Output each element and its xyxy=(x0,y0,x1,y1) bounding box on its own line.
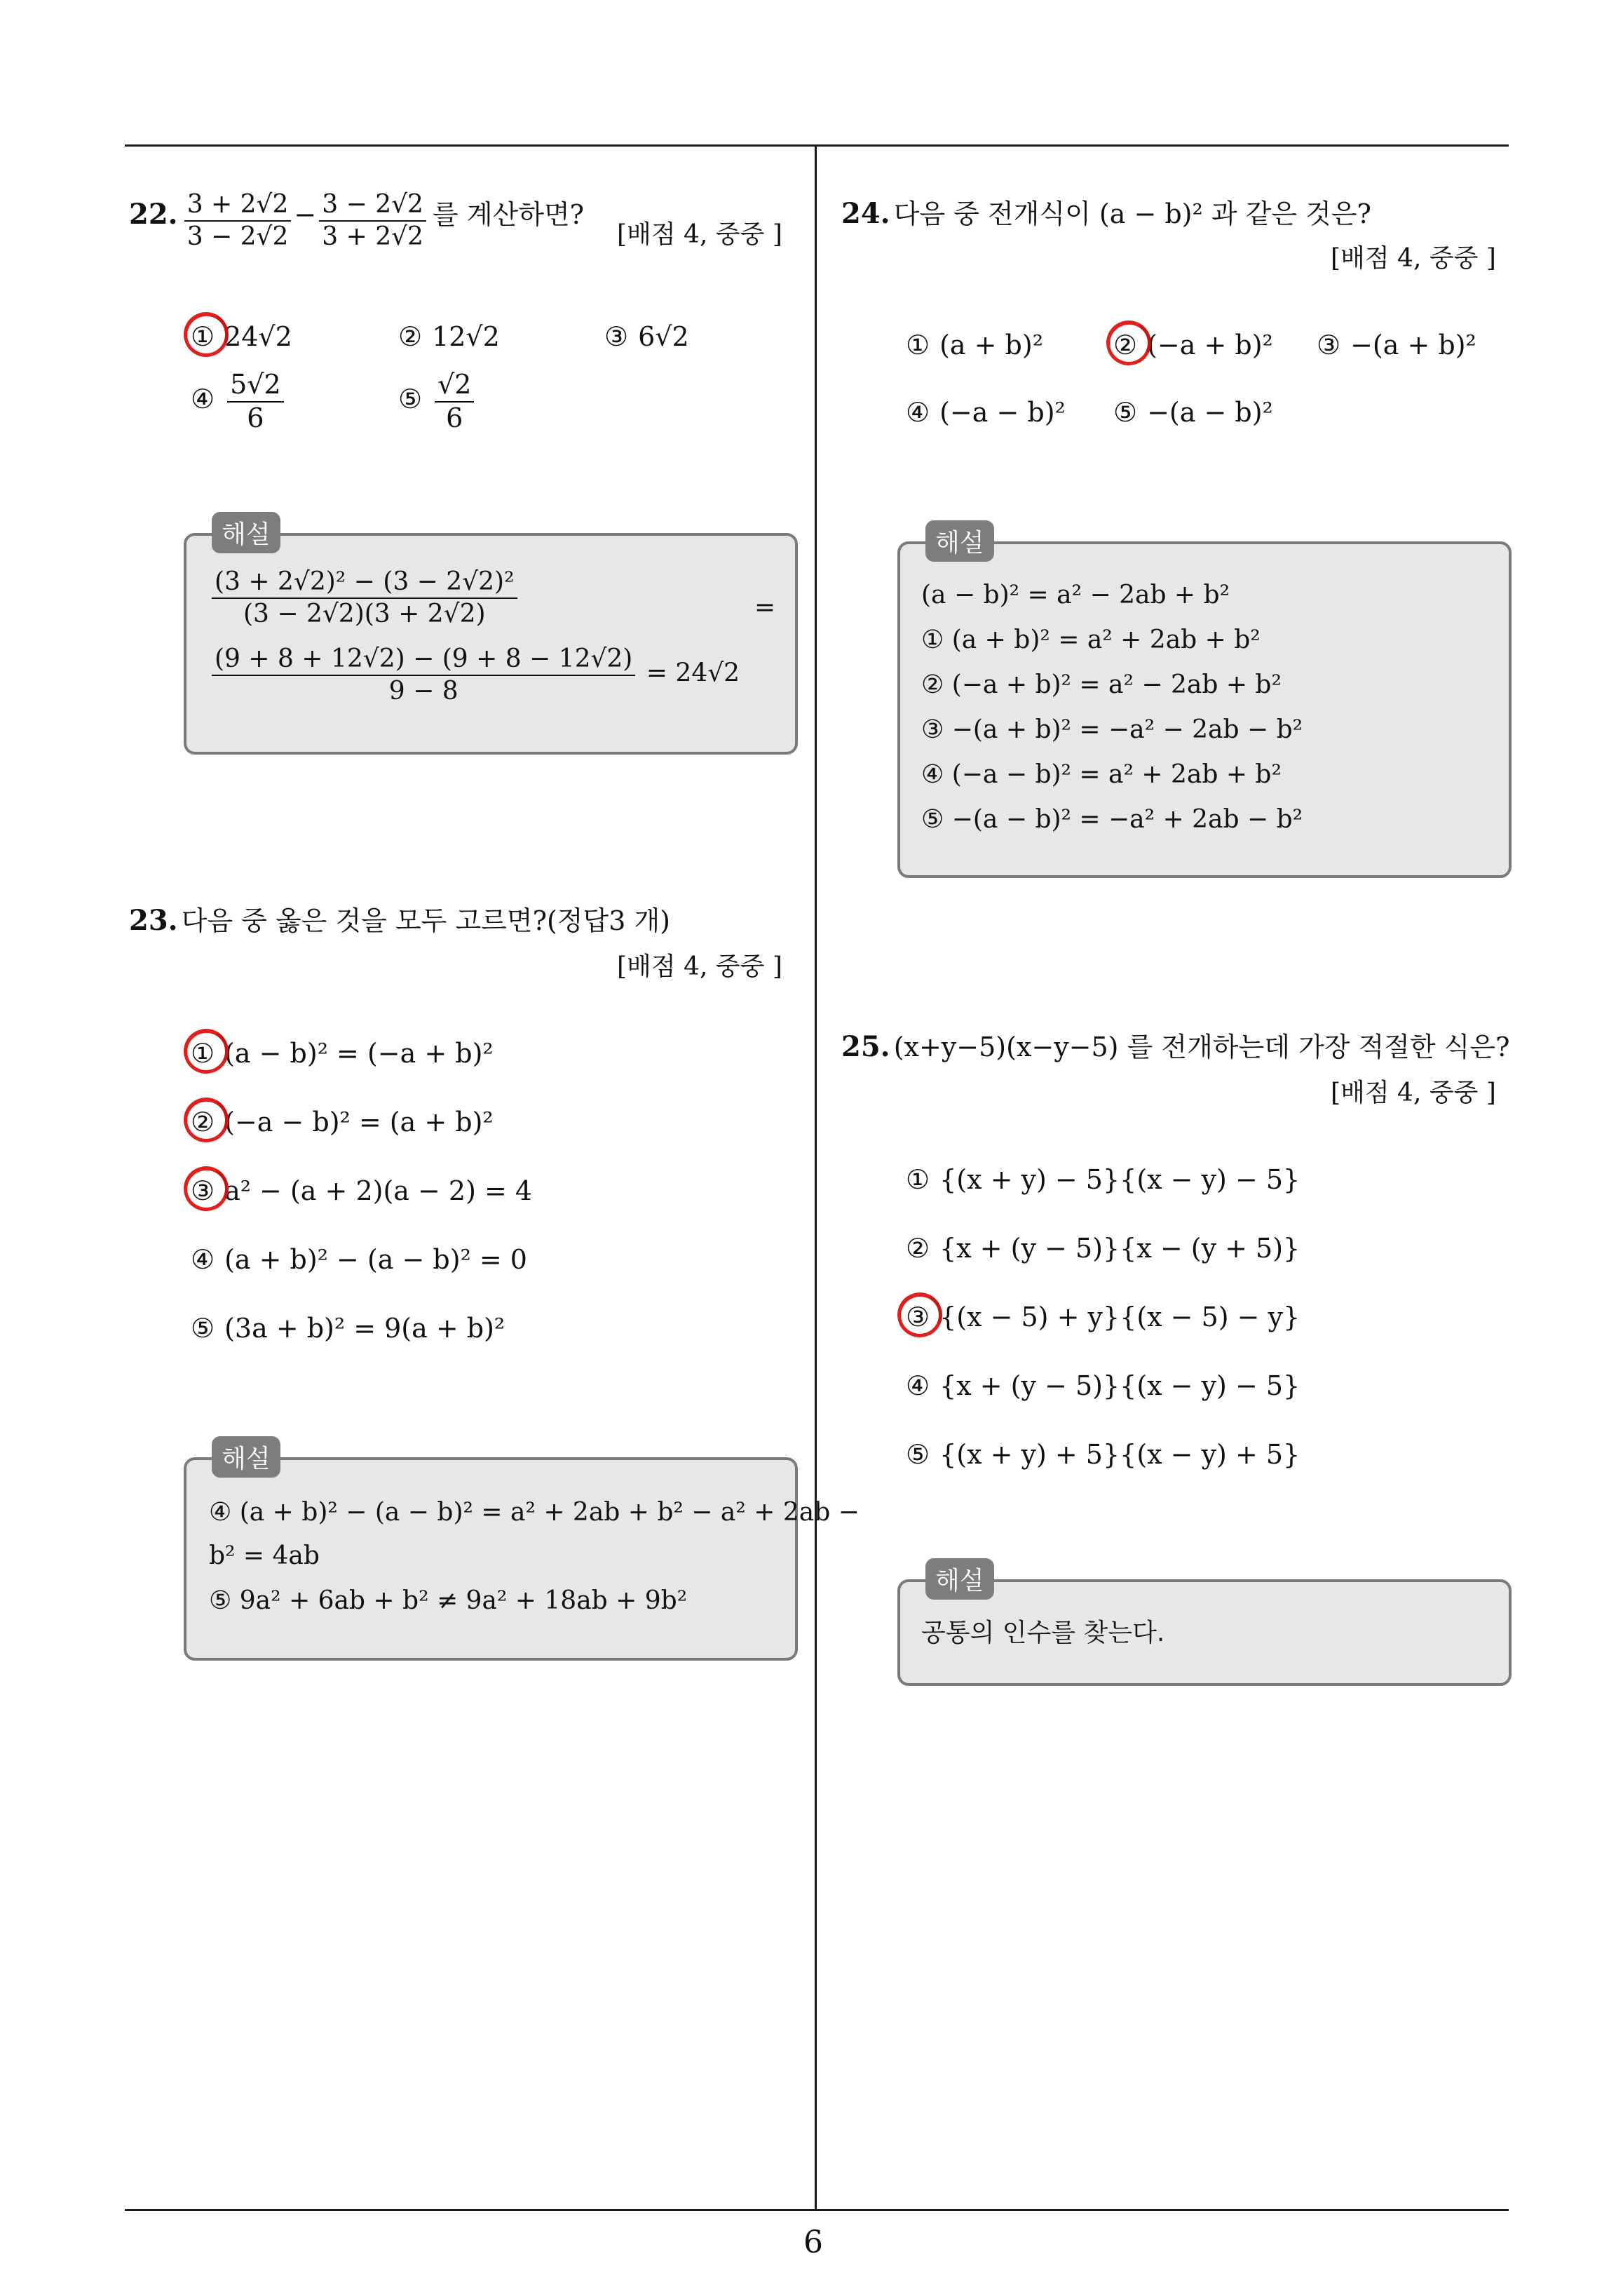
option-1[interactable]: ① (a − b)² = (−a + b)² xyxy=(191,1038,494,1069)
fraction-2: $\frac{3 - 2√2}{3 + 2√2}$ xyxy=(319,191,426,250)
question-number: 24. xyxy=(841,197,890,230)
option-5[interactable]: ⑤ {(x + y) + 5}{(x − y) + 5} xyxy=(906,1439,1301,1470)
solution-tag: 해설 xyxy=(925,1558,994,1600)
answer-mark xyxy=(178,1023,235,1080)
question-number: 22. xyxy=(129,198,178,231)
solution-line: $\frac{\text{(3 + 2√2)² − (3 − 2√2)²}}{(3 - 2√2)(3 + 2√2)}$ xyxy=(209,568,520,628)
solution-line: ④ (a + b)² − (a − b)² = a² + 2ab + b² − a² + 2ab − xyxy=(209,1498,860,1527)
answer-mark xyxy=(178,1092,235,1149)
fraction-1: $\frac{3 + 2√2}{3 - 2√2}$ xyxy=(184,191,292,250)
question-24-meta: [배점 4, 중중 ] xyxy=(1331,244,1496,273)
answer-mark xyxy=(178,306,235,363)
option-5[interactable]: ⑤ −(a − b)² xyxy=(1113,397,1273,428)
solution-line: ⑤ 9a² + 6ab + b² ≠ 9a² + 18ab + 9b² xyxy=(209,1586,688,1615)
solution-equals: = xyxy=(754,593,776,622)
solution-box xyxy=(184,533,798,755)
question-23 xyxy=(129,899,670,938)
question-number: 25. xyxy=(841,1030,890,1063)
option-2[interactable]: ② {x + (y − 5)}{x − (y + 5)} xyxy=(906,1233,1301,1264)
answer-mark xyxy=(892,1287,949,1344)
question-25 xyxy=(841,1025,1509,1064)
question-24 xyxy=(841,192,1371,231)
solution-line: ③ −(a + b)² = −a² − 2ab − b² xyxy=(921,715,1303,744)
option-4[interactable]: ④ {x + (y − 5)}{(x − y) − 5} xyxy=(906,1370,1301,1401)
option-2[interactable]: ② (−a − b)² = (a + b)² xyxy=(191,1107,494,1137)
option-1[interactable]: ① (a + b)² xyxy=(906,330,1043,360)
solution-line: ⑤ −(a − b)² = −a² + 2ab − b² xyxy=(921,805,1303,834)
solution-tag: 해설 xyxy=(212,512,280,553)
bottom-rule xyxy=(125,2209,1509,2211)
question-22-meta: [배점 4, 중중 ] xyxy=(617,220,782,249)
column-divider xyxy=(815,144,817,2210)
answer-mark xyxy=(178,1161,235,1217)
solution-tag: 해설 xyxy=(925,520,994,562)
option-3[interactable]: ③ −(a + b)² xyxy=(1317,330,1476,360)
question-text: 를 계산하면? xyxy=(433,199,585,231)
option-3[interactable]: ③ 6√2 xyxy=(604,321,689,352)
question-22: 22. $\frac{3 + 2√2}{3 - 2√2}$ − $\frac{3 - 2√2}{3 + 2√2}$ 를 계산하면? xyxy=(129,190,585,251)
solution-line: 공통의 인수를 찾는다. xyxy=(921,1619,1165,1647)
option-3[interactable]: ③ a² − (a + 2)(a − 2) = 4 xyxy=(191,1175,533,1206)
option-2[interactable]: ② 12√2 xyxy=(398,321,500,352)
option-4[interactable]: ④ (−a − b)² xyxy=(906,397,1066,428)
option-5[interactable]: ⑤ $\frac{√2}{6}$ xyxy=(398,370,477,433)
option-1[interactable]: ① 24√2 xyxy=(191,321,292,352)
question-number: 23. xyxy=(129,904,178,937)
solution-line: ① (a + b)² = a² + 2ab + b² xyxy=(921,626,1261,654)
answer-mark xyxy=(1101,315,1157,372)
solution-line: (a − b)² = a² − 2ab + b² xyxy=(921,581,1230,609)
solution-line: $\frac{(9 + 8 + 12√2) - (9 + 8 - 12√2)}{9 - 8}$ = 24√2 xyxy=(209,645,740,705)
option-1[interactable]: ① {(x + y) − 5}{(x − y) − 5} xyxy=(906,1164,1301,1195)
top-rule xyxy=(125,144,1509,147)
solution-tag: 해설 xyxy=(212,1436,280,1478)
question-text: 다음 중 전개식이 (a − b)² 과 같은 것은? xyxy=(893,198,1371,229)
question-text: 다음 중 옳은 것을 모두 고르면?(정답3 개) xyxy=(181,905,670,936)
question-25-meta: [배점 4, 중중 ] xyxy=(1331,1079,1496,1107)
option-2[interactable]: ② (−a + b)² xyxy=(1113,330,1273,360)
option-3[interactable]: ③ {(x − 5) + y}{(x − 5) − y} xyxy=(906,1302,1301,1332)
option-4[interactable]: ④ (a + b)² − (a − b)² = 0 xyxy=(191,1244,527,1275)
question-text: (x+y−5)(x−y−5) 를 전개하는데 가장 적절한 식은? xyxy=(893,1032,1510,1062)
option-4[interactable]: ④ $\frac{5√2}{6}$ xyxy=(191,370,287,433)
solution-line: ② (−a + b)² = a² − 2ab + b² xyxy=(921,670,1282,699)
solution-line: ④ (−a − b)² = a² + 2ab + b² xyxy=(921,760,1282,789)
solution-line: b² = 4ab xyxy=(209,1541,320,1570)
option-5[interactable]: ⑤ (3a + b)² = 9(a + b)² xyxy=(191,1313,505,1344)
page-number: 6 xyxy=(803,2224,823,2260)
question-23-meta: [배점 4, 중중 ] xyxy=(617,952,782,981)
